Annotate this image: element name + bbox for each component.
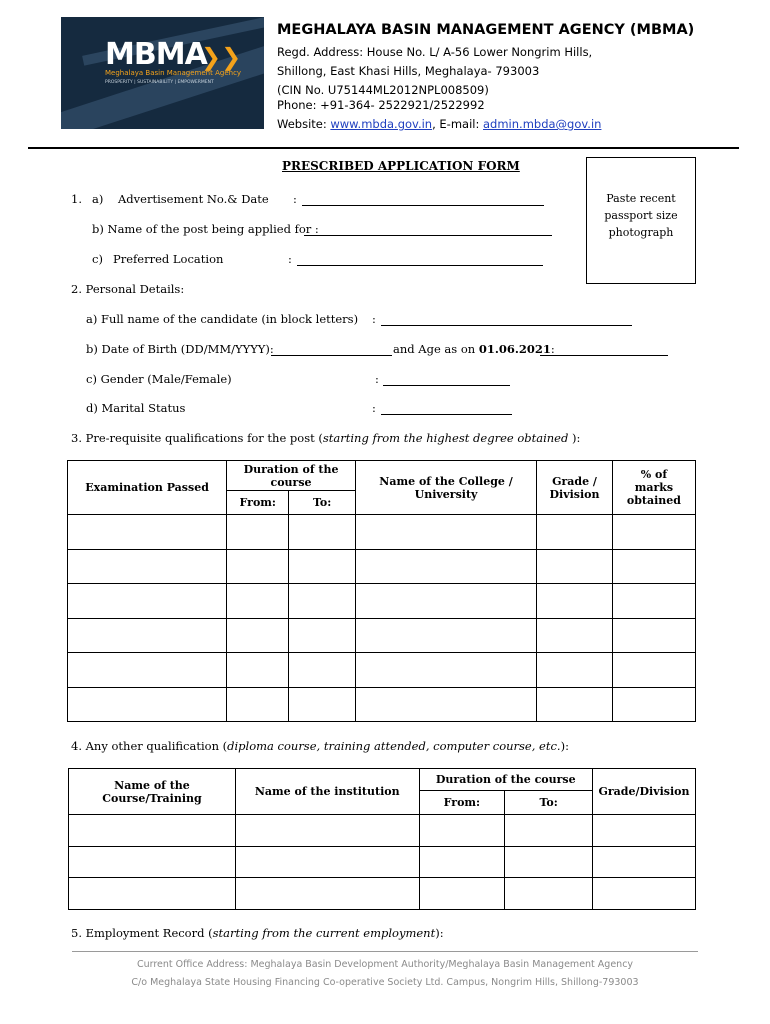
cell-marks[interactable] [612,515,695,550]
logo-text: MBMA [105,37,207,72]
email-label: , E-mail: [432,117,483,131]
table-row [68,687,696,722]
photo-instructions: Paste recent passport size photograph [604,192,678,239]
cell-to[interactable] [505,878,593,910]
cell-institution[interactable] [235,846,419,878]
cell-college[interactable] [355,515,536,550]
cell-examination[interactable] [68,549,227,584]
dob-label: b) Date of Birth (DD/MM/YYYY): [86,342,274,356]
gender-field[interactable] [383,385,510,386]
cell-to[interactable] [289,584,356,619]
cell-examination[interactable] [68,618,227,653]
cell-grade[interactable] [537,515,613,550]
advertisement-label: Advertisement No.& Date [118,192,269,206]
logo-subline: PROSPERITY | SUSTAINABILITY | EMPOWERMENT [105,80,214,85]
cell-from[interactable] [227,515,289,550]
header-examination: Examination Passed [68,461,227,515]
cell-college[interactable] [355,584,536,619]
colon: : [372,312,376,326]
dob-field[interactable] [271,355,392,356]
cell-examination[interactable] [68,515,227,550]
header-institution: Name of the institution [235,769,419,815]
cell-college[interactable] [355,618,536,653]
form-title: PRESCRIBED APPLICATION FORM [282,159,520,173]
section-5-note: starting from the current employment [212,926,436,940]
cell-course[interactable] [69,815,236,847]
cell-to[interactable] [289,618,356,653]
section-3-end: ): [568,431,581,445]
table-row [69,878,696,910]
advertisement-field[interactable] [302,205,544,206]
cell-grade[interactable] [593,878,696,910]
agency-title: MEGHALAYA BASIN MANAGEMENT AGENCY (MBMA) [277,22,695,38]
cell-from[interactable] [227,584,289,619]
chevron-right-icon: ❯❯ [201,43,242,71]
cell-from[interactable] [227,687,289,722]
cell-marks[interactable] [612,687,695,722]
marital-status-field[interactable] [381,414,512,415]
cell-marks[interactable] [612,653,695,688]
cell-institution[interactable] [235,815,419,847]
cell-grade[interactable] [593,846,696,878]
cell-marks[interactable] [612,549,695,584]
section-4-text: 4. Any other qualification ( [71,739,228,753]
header-marks: % of marks obtained [612,461,695,515]
age-reference-date: 01.06.2021 [478,342,551,356]
contact-line [277,117,601,131]
cell-college[interactable] [355,549,536,584]
header-grade: Grade / Division [537,461,613,515]
full-name-field[interactable] [381,325,632,326]
cell-course[interactable] [69,846,236,878]
post-applied-label: b) Name of the post being applied for : [92,222,319,236]
table-row [68,653,696,688]
age-label [393,342,555,356]
section-1-number: 1. [71,192,82,206]
section-4-note: diploma course, training attended, computer course, etc. [227,739,561,753]
cell-grade[interactable] [537,618,613,653]
colon: : [550,342,555,356]
other-qualifications-rows [69,815,696,910]
mbma-logo [61,17,264,129]
footer-line-1: Current Office Address: Meghalaya Basin Development Authority/Meghalaya Basin Management Agency [136,959,634,970]
cell-examination[interactable] [68,687,227,722]
table-row [69,815,696,847]
cell-marks[interactable] [612,618,695,653]
email-link[interactable]: admin.mbda@gov.in [483,117,602,131]
cell-to[interactable] [289,687,356,722]
table-row [68,584,696,619]
footer-line-2: C/o Meghalaya State Housing Financing Co-operative Society Ltd. Campus, Nongrim Hills, Shillong-793003 [131,977,639,988]
cell-to[interactable] [289,549,356,584]
section-5-text: 5. Employment Record ( [71,926,213,940]
cell-from[interactable] [419,815,505,847]
footer-divider [72,951,698,952]
full-name-label: a) Full name of the candidate (in block letters) [86,312,359,326]
photo-box [586,157,696,284]
table-row [68,549,696,584]
header-divider [28,147,739,149]
section-4-end: ): [560,739,569,753]
header-from: From: [227,491,289,515]
marital-status-label: d) Marital Status [86,401,186,415]
cell-from[interactable] [227,618,289,653]
cin-number: (CIN No. U75144ML2012NPL008509) [277,83,489,97]
header-duration: Duration of the course [227,461,356,491]
cell-college[interactable] [355,687,536,722]
website-link[interactable]: www.mbda.gov.in [330,117,433,131]
section-5-heading [71,926,444,940]
cell-grade[interactable] [593,815,696,847]
age-field[interactable] [540,355,668,356]
cell-to[interactable] [505,815,593,847]
item-1a-marker: a) [92,192,104,206]
cell-from[interactable] [419,846,505,878]
item-1c-marker: c) [92,252,103,266]
header-college: Name of the College / University [355,461,536,515]
preferred-location-field[interactable] [297,265,543,266]
qualifications-table [67,460,696,722]
other-qualifications-table [68,768,696,910]
table-row [68,618,696,653]
address-line-1: Regd. Address: House No. L/ A-56 Lower Nongrim Hills, [277,45,593,59]
table-row [69,846,696,878]
gender-label: c) Gender (Male/Female) [86,372,232,386]
cell-examination[interactable] [68,584,227,619]
logo-tagline: Meghalaya Basin Management Agency [105,69,242,77]
colon: : [293,192,297,206]
cell-to[interactable] [289,515,356,550]
cell-institution[interactable] [235,878,419,910]
section-3-text: 3. Pre-requisite qualifications for the post ( [71,431,323,445]
cell-to[interactable] [505,846,593,878]
cell-college[interactable] [355,653,536,688]
cell-grade[interactable] [537,653,613,688]
phone: Phone: +91-364- 2522921/2522992 [277,98,485,112]
colon: : [288,252,292,266]
preferred-location-label: Preferred Location [113,252,224,266]
personal-details-heading: 2. Personal Details: [71,282,185,296]
cell-from[interactable] [227,653,289,688]
cell-from[interactable] [227,549,289,584]
cell-grade[interactable] [537,584,613,619]
cell-course[interactable] [69,878,236,910]
cell-grade[interactable] [537,687,613,722]
header-grade-division: Grade/Division [593,769,696,815]
post-applied-field[interactable] [304,235,552,236]
header-from: From: [419,791,505,815]
cell-grade[interactable] [537,549,613,584]
qualifications-rows [68,515,696,722]
section-4-heading [71,739,569,753]
table-row [68,515,696,550]
cell-marks[interactable] [612,584,695,619]
section-3-heading [71,431,580,445]
colon: : [372,401,376,415]
header-to: To: [289,491,356,515]
address-line-2: Shillong, East Khasi Hills, Meghalaya- 793003 [277,64,540,78]
section-5-end: ): [435,926,444,940]
age-label-text: and Age as on [393,342,479,356]
section-3-note: starting from the highest degree obtained [322,431,569,445]
cell-to[interactable] [289,653,356,688]
cell-from[interactable] [419,878,505,910]
header-to: To: [505,791,593,815]
cell-examination[interactable] [68,653,227,688]
header-duration: Duration of the course [419,769,593,791]
header-course: Name of the Course/Training [69,769,236,815]
colon: : [375,372,379,386]
website-label: Website: [277,117,331,131]
